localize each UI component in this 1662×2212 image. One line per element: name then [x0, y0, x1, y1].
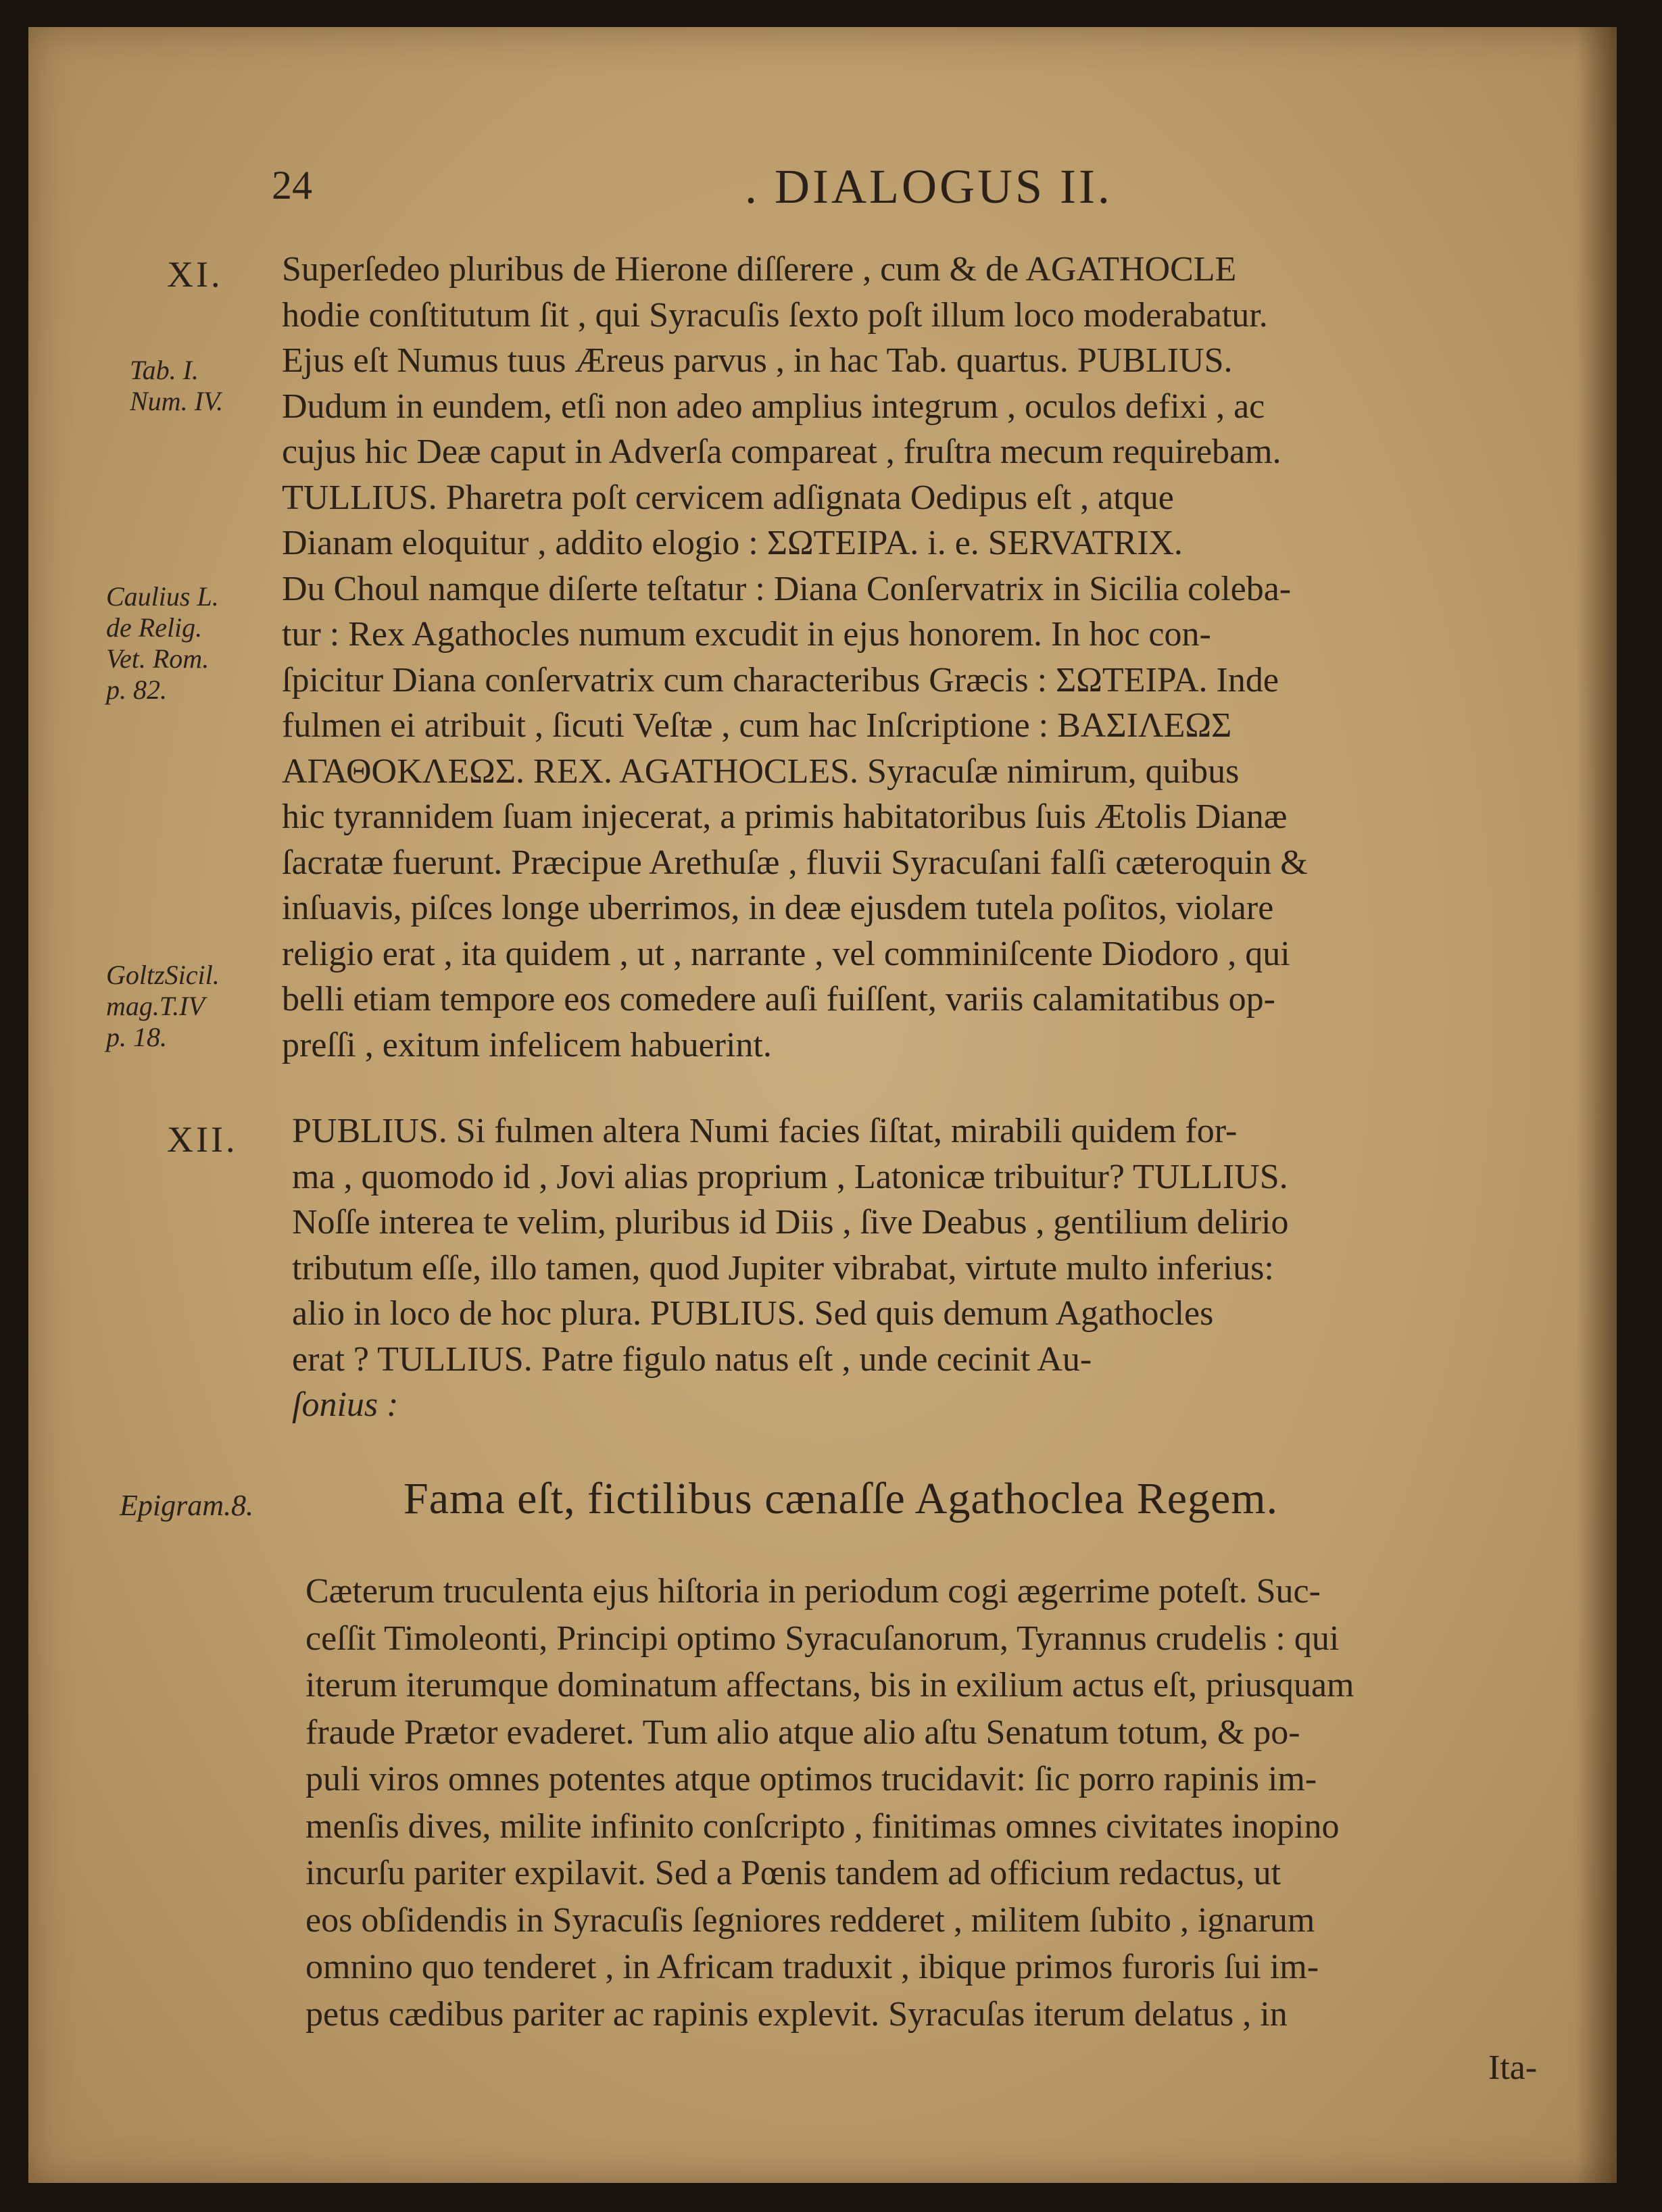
text-line: PUBLIUS. Si fulmen altera Numi facies ſiſtat, mirabili quidem for-	[292, 1112, 1238, 1150]
text-line: hodie conſtitutum ſit , qui Syracuſis ſexto poſt illum loco moderabatur.	[282, 295, 1268, 335]
text-line: Cæterum truculenta ejus hiſtoria in periodum cogi ægerrime poteſt. Suc-	[305, 1572, 1321, 1611]
text-line: ma , quomodo id , Jovi alias proprium , Latonicæ tribuitur? TULLIUS.	[292, 1157, 1288, 1196]
text-line: fulmen ei atribuit , ſicuti Veſtæ , cum hac Inſcriptione : ΒΑΣΙΛΕΩΣ	[282, 706, 1232, 745]
text-line: erat ? TULLIUS. Patre figulo natus eſt , unde cecinit Au-	[292, 1340, 1092, 1379]
text-line: incurſu pariter expilavit. Sed a Pœnis tandem ad officium redactus, ut	[305, 1854, 1281, 1892]
margin-line: Caulius L.	[106, 581, 219, 612]
text-line: Ejus eſt Numus tuus Æreus parvus , in hac Tab. quartus. PUBLIUS.	[282, 341, 1233, 380]
text-line: puli viros omnes potentes atque optimos trucidavit: ſic porro rapinis im-	[305, 1760, 1317, 1798]
section-xi-text	[282, 247, 1308, 1068]
margin-line: p. 18.	[106, 1022, 167, 1052]
text-line: Dianam eloquitur , addito elogio : ΣΩΤΕΙΡΑ. i. e. SERVATRIX.	[282, 524, 1183, 562]
running-head: . DIALOGUS II.	[745, 159, 1113, 214]
text-line: Superſedeo pluribus de Hierone diſſerere , cum & de AGATHOCLE	[282, 250, 1237, 289]
catchword: Ita-	[1488, 2048, 1538, 2087]
page-number: 24	[272, 163, 312, 207]
text-line: omnino quo tenderet , in Africam traduxit , ibique primos furoris ſui im-	[305, 1948, 1319, 1986]
text-line: ΑΓΑΘΟΚΛΕΩΣ. REX. AGATHOCLES. Syracuſæ nimirum, quibus	[282, 752, 1240, 791]
text-line: ſacratæ fuerunt. Præcipue Arethuſæ , fluvii Syracuſani falſi cæteroquin &	[282, 843, 1308, 882]
text-line: inſuavis, piſces longe uberrimos, in deæ ejusdem tutela poſitos, violare	[282, 889, 1274, 927]
page-gutter-shadow	[1576, 27, 1617, 2183]
section-xii-text	[292, 1108, 1288, 1428]
margin-note-tab	[130, 355, 223, 417]
text-line: ſonius :	[292, 1385, 399, 1424]
margin-line: p. 82.	[106, 674, 167, 705]
text-line: Noſſe interea te velim, pluribus id Diis , ſive Deabus , gentilium delirio	[292, 1203, 1289, 1242]
text-line: menſis dives, milite infinito conſcripto , finitimas omnes civitates inopino	[305, 1807, 1340, 1846]
epigram-verse: Fama eſt, fictilibus cænaſſe Agathoclea Regem.	[404, 1474, 1279, 1523]
margin-note-goltz	[106, 960, 220, 1053]
text-line: ceſſit Timoleonti, Principi optimo Syracuſanorum, Tyrannus crudelis : qui	[305, 1619, 1340, 1658]
margin-line: mag.T.IV	[106, 991, 205, 1021]
text-line: tributum eſſe, illo tamen, quod Jupiter vibrabat, virtute multo inferius:	[292, 1248, 1274, 1287]
text-line: Du Choul namque diſerte teſtatur : Diana Conſervatrix in Sicilia coleba-	[282, 569, 1292, 608]
section-number-xi: XI.	[167, 254, 223, 295]
margin-note-caulius	[106, 581, 219, 706]
text-line: preſſi , exitum infelicem habuerint.	[282, 1025, 772, 1064]
margin-line: Vet. Rom.	[106, 643, 210, 674]
text-line: eos obſidendis in Syracuſis ſegniores redderet , militem ſubito , ignarum	[305, 1900, 1315, 1940]
text-line: ſpicitur Diana conſervatrix cum characteribus Græcis : ΣΩΤΕΙΡΑ. Inde	[282, 660, 1279, 699]
continuation-text	[305, 1568, 1354, 2038]
text-line: fraude Prætor evaderet. Tum alio atque alio aſtu Senatum totum, & po-	[305, 1713, 1300, 1752]
text-line: Dudum in eundem, etſi non adeo amplius integrum , oculos defixi , ac	[282, 387, 1265, 426]
text-line: hic tyrannidem ſuam injecerat, a primis habitatoribus ſuis Ætolis Dianæ	[282, 797, 1288, 836]
margin-line: Num. IV.	[130, 386, 224, 416]
margin-line: de Relig.	[106, 612, 203, 643]
text-line: TULLIUS. Pharetra poſt cervicem adſignata Oedipus eſt , atque	[282, 478, 1174, 517]
text-line: religio erat , ita quidem , ut , narrante , vel comminiſcente Diodoro , qui	[282, 934, 1290, 973]
margin-line: Tab. I.	[130, 355, 199, 385]
text-line: iterum iterumque dominatum affectans, bis in exilium actus eſt, priusquam	[305, 1666, 1354, 1704]
margin-line: GoltzSicil.	[106, 960, 220, 990]
section-number-xii: XII.	[167, 1119, 238, 1160]
book-page	[28, 27, 1617, 2183]
text-line: petus cædibus pariter ac rapinis explevit. Syracuſas iterum delatus , in	[305, 1994, 1288, 2034]
text-line: tur : Rex Agathocles numum excudit in ejus honorem. In hoc con-	[282, 615, 1211, 654]
text-line: belli etiam tempore eos comedere auſi fuiſſent, variis calamitatibus op-	[282, 980, 1275, 1018]
text-line: cujus hic Deæ caput in Adverſa compareat , fruſtra mecum requirebam.	[282, 433, 1281, 471]
epigram-source: Epigram.8.	[120, 1489, 253, 1522]
text-line: alio in loco de hoc plura. PUBLIUS. Sed quis demum Agathocles	[292, 1294, 1214, 1333]
